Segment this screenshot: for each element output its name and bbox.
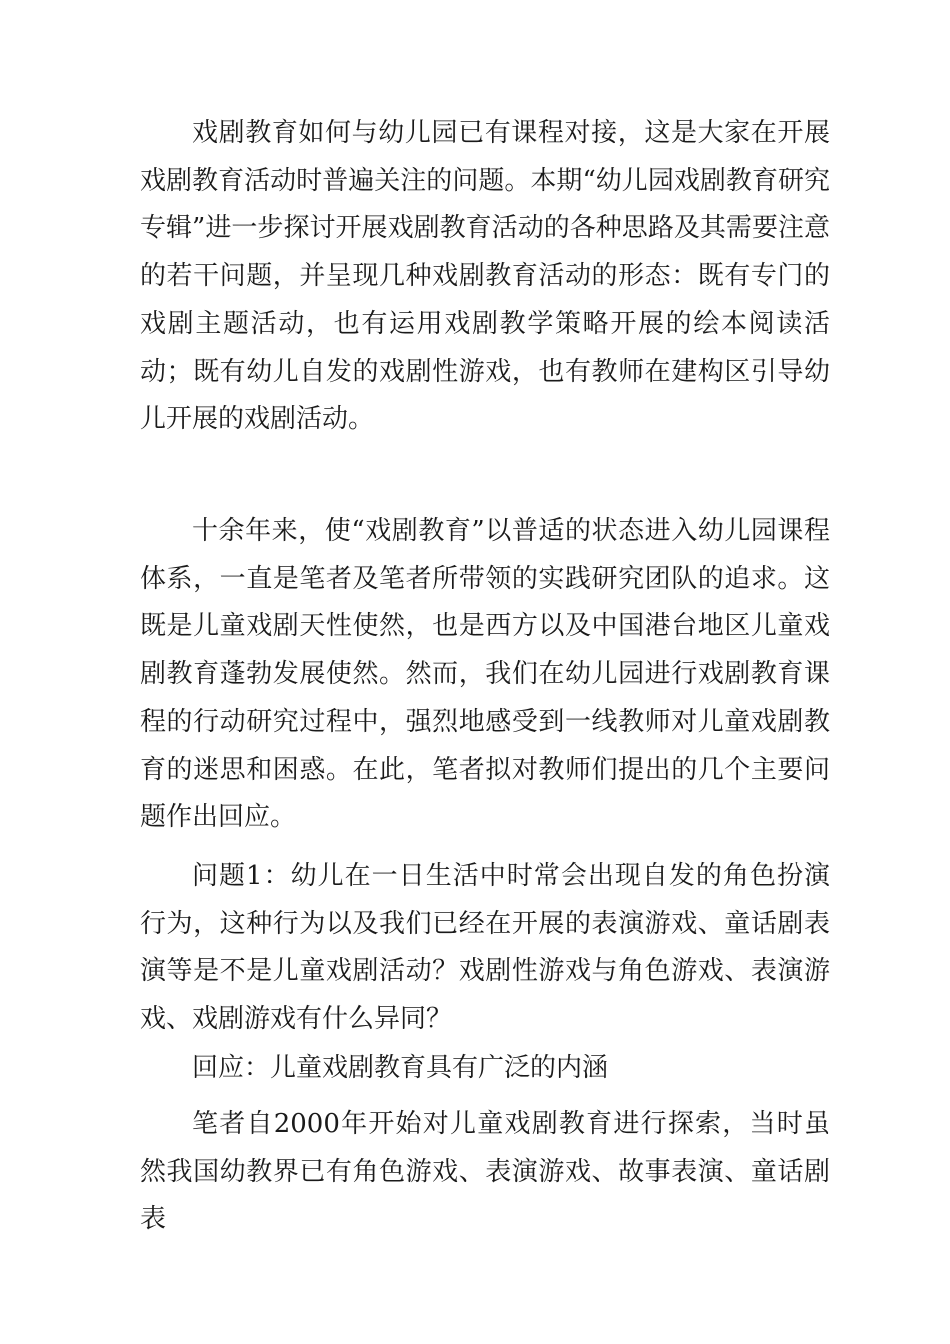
response-heading: 回应：儿童戏剧教育具有广泛的内涵	[192, 1053, 609, 1083]
body-paragraph-background: 十余年来，使“戏剧教育”以普适的状态进入幼儿园课程体系，一直是笔者及笔者所带领的实践研究团队的追求。这既是儿童戏剧天性使然，也是西方以及中国港台地区儿童戏剧教育蓬勃发展使然。然而，我们在幼儿园进行戏剧教育课程的行动研究过程中，强烈地感受到一线教师对儿童戏剧教育的迷思和困惑。在此，笔者拟对教师们提出的几个主要问题作出回应。	[140, 516, 830, 833]
intro-paragraph: 戏剧教育如何与幼儿园已有课程对接，这是大家在开展戏剧教育活动时普遍关注的问题。本期“幼儿园戏剧教育研究专辑”进一步探讨开展戏剧教育活动的各种思路及其需要注意的若干问题，并呈现几种戏剧教育活动的形态：既有专门的戏剧主题活动，也有运用戏剧教学策略开展的绘本阅读活动；既有幼儿自发的戏剧性游戏，也有教师在建构区引导幼儿开展的戏剧活动。	[140, 118, 830, 435]
response-body-paragraph: 笔者自2000年开始对儿童戏剧教育进行探索，当时虽然我国幼教界已有角色游戏、表演游戏、故事表演、童话剧表	[140, 1109, 830, 1235]
question-1-paragraph: 问题1：幼儿在一日生活中时常会出现自发的角色扮演行为，这种行为以及我们已经在开展的表演游戏、童话剧表演等是不是儿童戏剧活动？戏剧性游戏与角色游戏、表演游戏、戏剧游戏有什么异同？	[140, 861, 830, 1035]
